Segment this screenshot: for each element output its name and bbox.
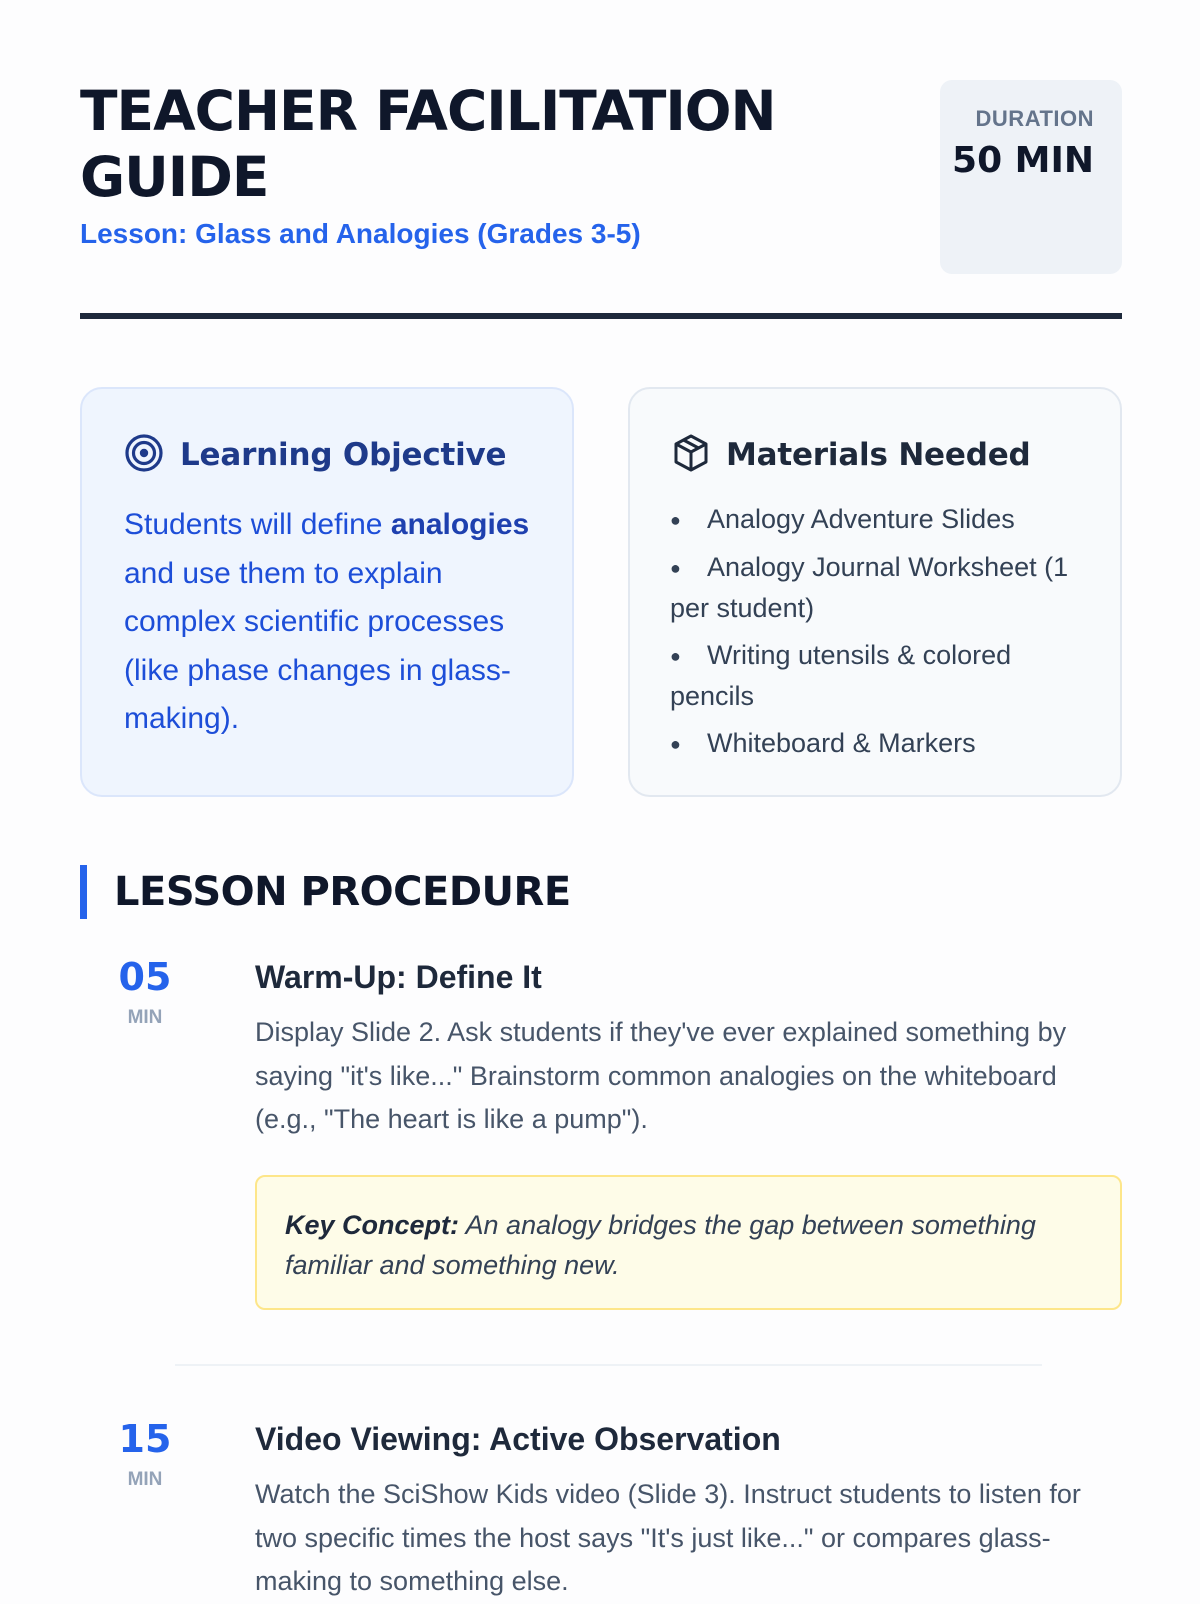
materials-title: Materials Needed: [726, 437, 1031, 473]
step-unit: MIN: [127, 1007, 163, 1028]
materials-card: [628, 387, 1122, 797]
step-description: Display Slide 2. Ask students if they've ever explained something by saying "it's like..." Brainstorm common analogies on the whiteboard (e.g., "The heart is like a pump").: [255, 1017, 1067, 1134]
box-icon: [672, 433, 710, 477]
bullet-icon: ●: [670, 734, 681, 754]
callout-text: An analogy bridges the gap between something familiar and something new.: [285, 1209, 1036, 1280]
list-item: [670, 499, 1080, 540]
procedure-heading: LESSON PROCEDURE: [114, 869, 571, 915]
materials-header: [672, 429, 1080, 481]
step-body: [255, 1417, 1122, 1604]
objective-keyword: analogies: [390, 508, 530, 541]
materials-list: [670, 499, 1080, 764]
target-icon: [124, 433, 164, 477]
learning-objective-title: Learning Objective: [180, 437, 507, 473]
bullet-icon: ●: [670, 510, 681, 530]
step-duration: [80, 955, 210, 1029]
step-minutes: 15: [118, 1417, 172, 1461]
step-title: Warm-Up: Define It: [255, 959, 542, 995]
page-title: TEACHER FACILITATION GUIDE: [80, 79, 776, 209]
header-divider: [80, 313, 1122, 319]
duration-label: DURATION: [975, 106, 1094, 131]
duration-value: 50 MIN: [952, 140, 1094, 181]
step-body: [255, 955, 1122, 1310]
step-duration: [80, 1417, 210, 1491]
list-item: [670, 547, 1080, 628]
key-concept-callout: [255, 1175, 1122, 1310]
learning-objective-header: [124, 429, 532, 481]
learning-objective-card: [80, 387, 574, 797]
bullet-icon: ●: [670, 646, 681, 666]
material-text: Analogy Journal Worksheet (1 per student): [670, 552, 1069, 623]
step-minutes: 05: [118, 955, 172, 999]
material-text: Writing utensils & colored pencils: [670, 640, 1012, 711]
objective-text-start: Students will define: [124, 508, 391, 541]
callout-label: Key Concept:: [285, 1209, 460, 1240]
learning-objective-text: [124, 501, 532, 744]
duration-badge: [940, 80, 1122, 274]
step-unit: MIN: [127, 1469, 163, 1490]
list-item: [670, 635, 1080, 716]
list-item: [670, 723, 1080, 764]
step-title: Video Viewing: Active Observation: [255, 1421, 781, 1457]
section-accent-bar: [80, 865, 87, 919]
step-divider: [175, 1364, 1042, 1366]
material-text: Analogy Adventure Slides: [707, 504, 1015, 534]
step-description: Watch the SciShow Kids video (Slide 3). Instruct students to listen for two specific times the host says "It's just like..." or compares glass-making to something else.: [255, 1479, 1081, 1596]
lesson-subtitle: Lesson: Glass and Analogies (Grades 3-5): [80, 218, 641, 249]
objective-text-end: and use them to explain complex scientific processes (like phase changes in glass-making).: [124, 556, 511, 735]
material-text: Whiteboard & Markers: [707, 728, 976, 758]
bullet-icon: ●: [670, 558, 681, 578]
